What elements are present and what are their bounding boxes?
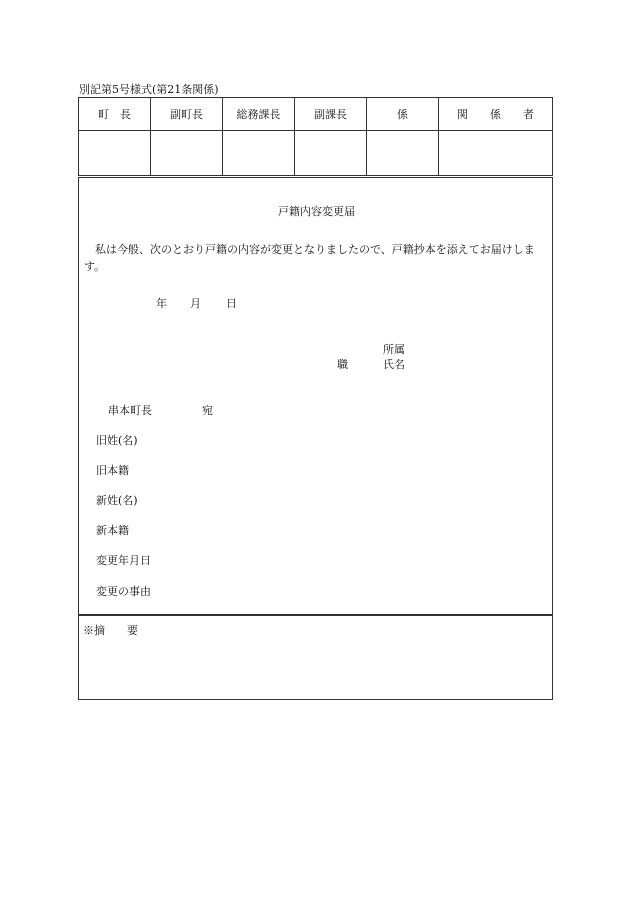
approval-header-staff: 係	[367, 98, 439, 131]
date-year-label: 年	[156, 297, 167, 310]
approval-stamp-row	[79, 131, 553, 176]
field-change-reason: 変更の事由	[96, 585, 151, 598]
affiliation-label: 所属	[383, 343, 405, 356]
form-label: 別記第5号様式(第21条関係)	[79, 83, 219, 96]
date-month-label: 月	[190, 297, 201, 310]
stamp-cell-staff[interactable]	[367, 131, 439, 176]
approval-header-row	[79, 98, 553, 131]
addressee-label: 串本町長	[108, 404, 152, 417]
approval-header-related-persons: 関 係 者	[439, 98, 553, 131]
name-label: 氏名	[383, 358, 405, 371]
approval-table	[78, 97, 553, 176]
date-day-label: 日	[226, 297, 237, 310]
addressee-suffix: 宛	[202, 404, 213, 417]
approval-header-deputy-mayor: 副町長	[151, 98, 223, 131]
approval-header-general-affairs-chief: 総務課長	[223, 98, 295, 131]
approval-header-deputy-chief: 副課長	[295, 98, 367, 131]
notice-body: 私は今般、次のとおり戸籍の内容が変更となりましたので、戸籍抄本を添えてお届けします。	[84, 243, 535, 273]
notice-title: 戸籍内容変更届	[278, 205, 355, 218]
field-old-surname: 旧姓(名)	[96, 434, 138, 447]
stamp-cell-deputy-mayor[interactable]	[151, 131, 223, 176]
field-new-surname: 新姓(名)	[96, 494, 138, 507]
position-label: 職	[337, 358, 348, 371]
approval-header-mayor: 町 長	[79, 98, 151, 131]
stamp-cell-deputy-chief[interactable]	[295, 131, 367, 176]
summary-box[interactable]	[78, 615, 553, 700]
field-change-date: 変更年月日	[96, 554, 151, 567]
field-old-domicile: 旧本籍	[96, 464, 129, 477]
stamp-cell-mayor[interactable]	[79, 131, 151, 176]
summary-label: ※摘 要	[83, 624, 138, 637]
stamp-cell-related-persons[interactable]	[439, 131, 553, 176]
field-new-domicile: 新本籍	[96, 524, 129, 537]
stamp-cell-general-affairs-chief[interactable]	[223, 131, 295, 176]
